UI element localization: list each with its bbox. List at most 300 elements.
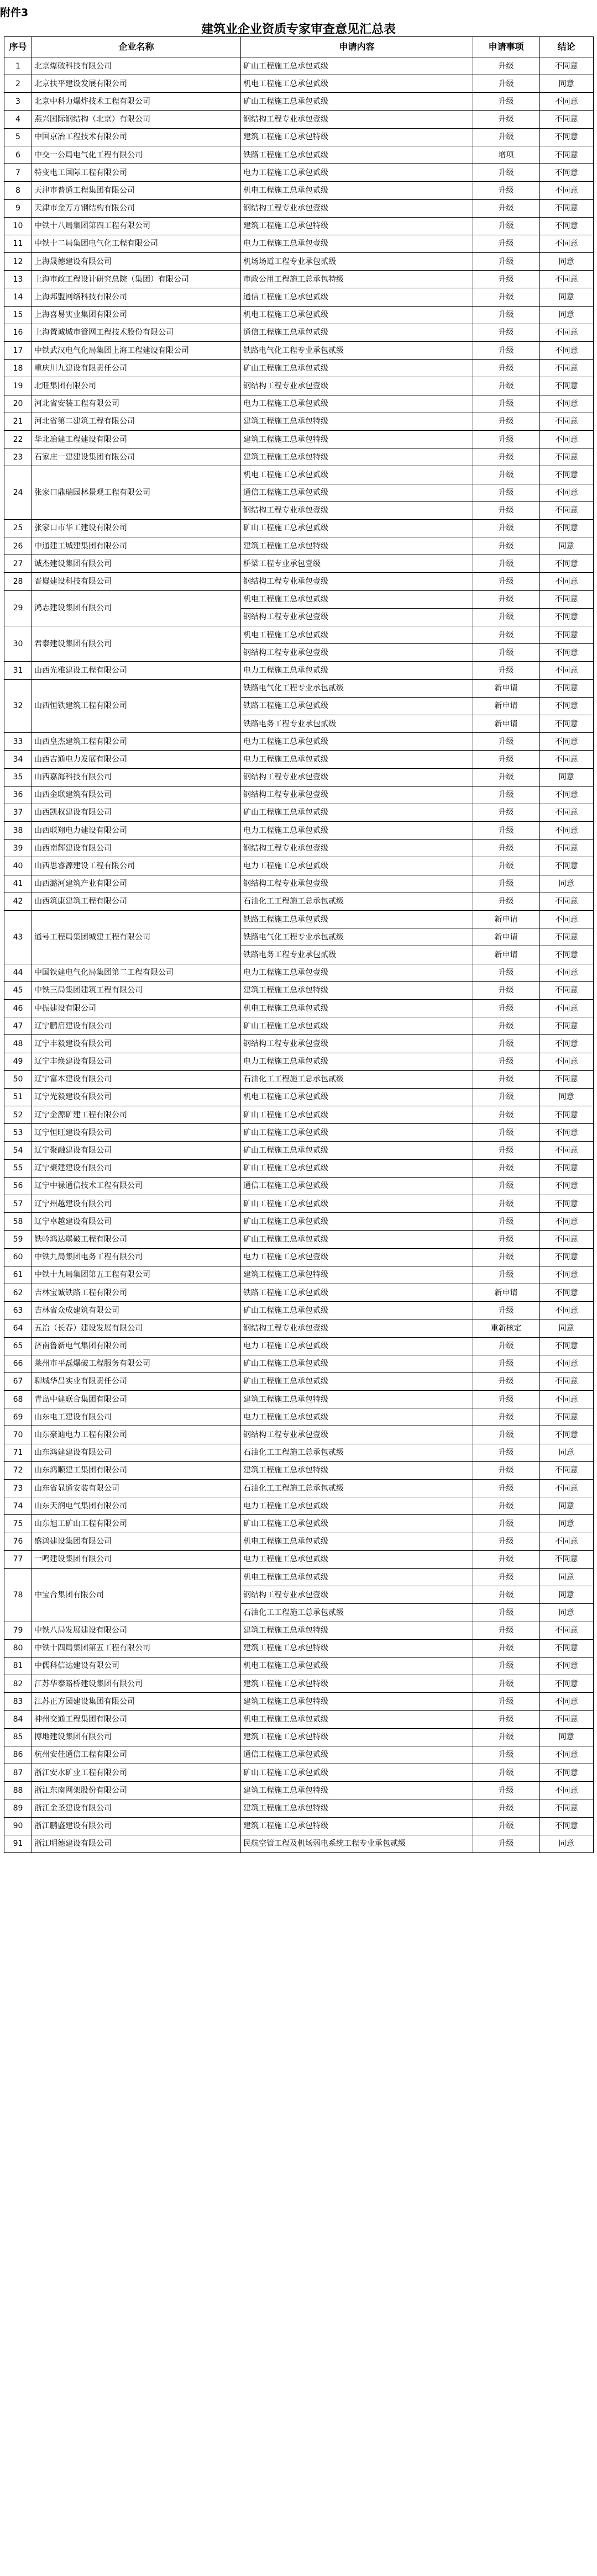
- cell-result: 不同意: [540, 1017, 594, 1035]
- cell-application-content: 机电工程施工总承包贰级: [241, 626, 473, 644]
- table-row: [4, 1337, 594, 1355]
- cell-company-name: 上海置诚城市管网工程技术股份有限公司: [32, 324, 241, 341]
- cell-application-type: 升级: [473, 110, 540, 128]
- table-row: [4, 626, 594, 644]
- cell-application-type: 升级: [473, 1817, 540, 1835]
- cell-application-content: 矿山工程施工总承包贰级: [241, 1195, 473, 1213]
- cell-application-type: 升级: [473, 93, 540, 110]
- cell-company-name: 山西南辉建设有限公司: [32, 840, 241, 857]
- cell-company-name: 辽宁金源矿建工程有限公司: [32, 1106, 241, 1124]
- cell-application-type: 升级: [473, 626, 540, 644]
- cell-seq: 47: [4, 1017, 32, 1035]
- cell-seq: 91: [4, 1835, 32, 1852]
- cell-company-name: 重庆川九建设有限责任公司: [32, 360, 241, 377]
- cell-company-name: 河北省安装工程有限公司: [32, 395, 241, 413]
- cell-application-type: 升级: [473, 1568, 540, 1586]
- cell-application-content: 电力工程施工总承包贰级: [241, 1550, 473, 1568]
- cell-seq: 15: [4, 306, 32, 324]
- cell-application-content: 矿山工程施工总承包贰级: [241, 1142, 473, 1159]
- table-row: [4, 57, 594, 75]
- cell-result: 不同意: [540, 1142, 594, 1159]
- cell-application-content: 机电工程施工总承包贰级: [241, 182, 473, 199]
- cell-company-name: 辽宁富本建设有限公司: [32, 1070, 241, 1088]
- cell-application-type: 升级: [473, 324, 540, 341]
- cell-result: 不同意: [540, 1355, 594, 1373]
- cell-application-type: 升级: [473, 875, 540, 893]
- cell-result: 同意: [540, 306, 594, 324]
- cell-company-name: 浙江东南网架股份有限公司: [32, 1782, 241, 1799]
- cell-result: 不同意: [540, 146, 594, 163]
- column-header-company: 企业名称: [32, 37, 241, 57]
- table-row: [4, 857, 594, 875]
- table-row: [4, 1711, 594, 1728]
- cell-seq: 18: [4, 360, 32, 377]
- cell-application-content: 钢结构工程专业承包壹级: [241, 1319, 473, 1337]
- cell-result: 不同意: [540, 1622, 594, 1639]
- cell-company-name: 中铁九局集团电务工程有限公司: [32, 1248, 241, 1266]
- cell-application-content: 建筑工程施工总承包特级: [241, 1693, 473, 1711]
- table-row: [4, 324, 594, 341]
- cell-application-type: 升级: [473, 1533, 540, 1550]
- table-row: [4, 235, 594, 252]
- cell-seq: 14: [4, 288, 32, 306]
- cell-application-content: 矿山工程施工总承包贰级: [241, 1017, 473, 1035]
- cell-application-type: 升级: [473, 840, 540, 857]
- cell-application-type: 升级: [473, 342, 540, 360]
- cell-seq: 7: [4, 164, 32, 182]
- cell-result: 不同意: [540, 981, 594, 999]
- cell-seq: 42: [4, 893, 32, 910]
- cell-application-content: 电力工程施工总承包贰级: [241, 1053, 473, 1070]
- table-row: [4, 1782, 594, 1799]
- cell-company-name: 辽宁恒旺建设有限公司: [32, 1124, 241, 1142]
- cell-seq: 5: [4, 128, 32, 146]
- cell-company-name: 山西光雅建设工程有限公司: [32, 662, 241, 679]
- cell-result: 不同意: [540, 1550, 594, 1568]
- table-row: [4, 999, 594, 1017]
- table-row: [4, 75, 594, 93]
- cell-company-name: 华北冶建工程建设有限公司: [32, 430, 241, 448]
- cell-company-name: 北京爆破科技有限公司: [32, 57, 241, 75]
- table-row: [4, 1373, 594, 1390]
- cell-application-content: 通信工程施工总承包贰级: [241, 288, 473, 306]
- cell-seq: 61: [4, 1266, 32, 1284]
- table-row: [4, 1746, 594, 1764]
- table-row: [4, 733, 594, 751]
- cell-seq: 84: [4, 1711, 32, 1728]
- cell-result: 不同意: [540, 751, 594, 768]
- cell-company-name: 神州交通工程集团有限公司: [32, 1711, 241, 1728]
- cell-application-type: 升级: [473, 377, 540, 395]
- table-row: [4, 1657, 594, 1675]
- cell-company-name: 上海喜易实业集团有限公司: [32, 306, 241, 324]
- cell-application-content: 建筑工程施工总承包特级: [241, 981, 473, 999]
- cell-application-content: 铁路电务工程专业承包贰级: [241, 946, 473, 964]
- cell-result: 不同意: [540, 430, 594, 448]
- cell-application-content: 通信工程施工总承包贰级: [241, 484, 473, 502]
- cell-application-type: 升级: [473, 1835, 540, 1852]
- cell-application-type: 升级: [473, 555, 540, 573]
- cell-application-type: 升级: [473, 1480, 540, 1497]
- cell-application-content: 电力工程施工总承包贰级: [241, 1408, 473, 1426]
- cell-application-content: 机电工程施工总承包贰级: [241, 1088, 473, 1106]
- table-body: [4, 57, 594, 1853]
- cell-seq: 69: [4, 1408, 32, 1426]
- cell-application-type: 升级: [473, 981, 540, 999]
- cell-result: 不同意: [540, 1693, 594, 1711]
- cell-result: 不同意: [540, 822, 594, 840]
- cell-seq: 21: [4, 413, 32, 430]
- table-row: [4, 786, 594, 804]
- cell-seq: 65: [4, 1337, 32, 1355]
- cell-application-content: 电力工程施工总承包贰级: [241, 733, 473, 751]
- cell-application-type: 升级: [473, 217, 540, 235]
- cell-application-type: 新申请: [473, 911, 540, 928]
- cell-application-content: 矿山工程施工总承包贰级: [241, 1373, 473, 1390]
- cell-application-content: 矿山工程施工总承包贰级: [241, 1159, 473, 1177]
- cell-application-content: 市政公用工程施工总承包特级: [241, 271, 473, 288]
- cell-seq: 13: [4, 271, 32, 288]
- cell-seq: 58: [4, 1213, 32, 1231]
- table-row: [4, 1568, 594, 1586]
- cell-application-type: 升级: [473, 1604, 540, 1622]
- cell-application-content: 建筑工程施工总承包特级: [241, 537, 473, 555]
- cell-application-type: 升级: [473, 1746, 540, 1764]
- table-row: [4, 1533, 594, 1550]
- cell-application-content: 钢结构工程专业承包壹级: [241, 1035, 473, 1053]
- column-header-seq: 序号: [4, 37, 32, 57]
- table-row: [4, 164, 594, 182]
- cell-application-content: 机电工程施工总承包贰级: [241, 466, 473, 484]
- cell-application-type: 升级: [473, 484, 540, 502]
- table-row: [4, 1728, 594, 1746]
- table-row: [4, 395, 594, 413]
- cell-application-type: 升级: [473, 804, 540, 821]
- cell-application-type: 升级: [473, 893, 540, 910]
- cell-application-type: 升级: [473, 57, 540, 75]
- cell-seq: 4: [4, 110, 32, 128]
- cell-result: 不同意: [540, 1373, 594, 1390]
- cell-application-content: 电力工程施工总承包贰级: [241, 662, 473, 679]
- cell-application-type: 升级: [473, 519, 540, 537]
- cell-company-name: 江苏正方园建设集团有限公司: [32, 1693, 241, 1711]
- cell-result: 不同意: [540, 893, 594, 910]
- cell-result: 不同意: [540, 840, 594, 857]
- cell-application-content: 建筑工程施工总承包特级: [241, 1622, 473, 1639]
- cell-company-name: 山西吉通电力发展有限公司: [32, 751, 241, 768]
- cell-seq: 46: [4, 999, 32, 1017]
- cell-application-content: 石油化工工程施工总承包贰级: [241, 893, 473, 910]
- table-row: [4, 1302, 594, 1319]
- cell-seq: 83: [4, 1693, 32, 1711]
- cell-application-type: 升级: [473, 1231, 540, 1248]
- table-row: [4, 1248, 594, 1266]
- cell-application-type: 新申请: [473, 715, 540, 732]
- cell-seq: 55: [4, 1159, 32, 1177]
- table-row: [4, 1835, 594, 1852]
- cell-seq: 26: [4, 537, 32, 555]
- cell-company-name: 山东省显通安装有限公司: [32, 1480, 241, 1497]
- cell-application-content: 矿山工程施工总承包贰级: [241, 1124, 473, 1142]
- table-row: [4, 1035, 594, 1053]
- cell-application-content: 钢结构工程专业承包壹级: [241, 1586, 473, 1604]
- cell-result: 不同意: [540, 733, 594, 751]
- cell-company-name: 中国京冶工程技术有限公司: [32, 128, 241, 146]
- cell-application-content: 铁路工程施工总承包贰级: [241, 697, 473, 715]
- cell-result: 不同意: [540, 1053, 594, 1070]
- cell-application-type: 升级: [473, 466, 540, 484]
- cell-seq: 50: [4, 1070, 32, 1088]
- cell-seq: 64: [4, 1319, 32, 1337]
- cell-company-name: 辽宁卓越建设有限公司: [32, 1213, 241, 1231]
- cell-company-name: 中铁十二局集团电气化工程有限公司: [32, 235, 241, 252]
- cell-application-content: 铁路工程施工总承包贰级: [241, 146, 473, 163]
- cell-application-type: 升级: [473, 751, 540, 768]
- cell-company-name: 吉林省众成建筑有限公司: [32, 1302, 241, 1319]
- cell-application-content: 机电工程施工总承包贰级: [241, 1711, 473, 1728]
- cell-application-type: 升级: [473, 1177, 540, 1195]
- cell-company-name: 辽宁丰毅建设有限公司: [32, 1035, 241, 1053]
- cell-application-type: 升级: [473, 1355, 540, 1373]
- cell-application-type: 升级: [473, 1586, 540, 1604]
- cell-application-content: 电力工程施工总承包贰级: [241, 751, 473, 768]
- cell-application-content: 建筑工程施工总承包特级: [241, 1728, 473, 1746]
- cell-application-type: 升级: [473, 537, 540, 555]
- table-row: [4, 768, 594, 786]
- cell-seq: 37: [4, 804, 32, 821]
- cell-application-type: 升级: [473, 1622, 540, 1639]
- table-row: [4, 893, 594, 910]
- table-row: [4, 679, 594, 697]
- cell-result: 不同意: [540, 484, 594, 502]
- cell-result: 不同意: [540, 786, 594, 804]
- cell-result: 同意: [540, 1515, 594, 1533]
- cell-result: 不同意: [540, 1284, 594, 1301]
- cell-company-name: 山东天润电气集团有限公司: [32, 1497, 241, 1515]
- cell-result: 不同意: [540, 555, 594, 573]
- cell-company-name: 五冶（长春）建设发展有限公司: [32, 1319, 241, 1337]
- cell-application-type: 升级: [473, 1426, 540, 1444]
- cell-application-type: 升级: [473, 1337, 540, 1355]
- cell-application-type: 升级: [473, 1213, 540, 1231]
- cell-application-content: 电力工程施工总承包贰级: [241, 857, 473, 875]
- cell-application-content: 钢结构工程专业承包壹级: [241, 502, 473, 519]
- cell-company-name: 上海邦盟网络科技有限公司: [32, 288, 241, 306]
- cell-company-name: 浙江明德建设有限公司: [32, 1835, 241, 1852]
- table-row: [4, 288, 594, 306]
- cell-company-name: 铁岭鸿达爆破工程有限公司: [32, 1231, 241, 1248]
- cell-seq: 11: [4, 235, 32, 252]
- cell-seq: 89: [4, 1799, 32, 1817]
- cell-seq: 88: [4, 1782, 32, 1799]
- cell-seq: 44: [4, 964, 32, 981]
- cell-company-name: 杭州安佳通信工程有限公司: [32, 1746, 241, 1764]
- cell-application-type: 升级: [473, 306, 540, 324]
- cell-seq: 56: [4, 1177, 32, 1195]
- cell-company-name: 中交一公局电气化工程有限公司: [32, 146, 241, 163]
- cell-result: 不同意: [540, 1337, 594, 1355]
- cell-application-content: 电力工程施工总承包贰级: [241, 1497, 473, 1515]
- column-header-type: 申请事项: [473, 37, 540, 57]
- cell-application-type: 升级: [473, 1782, 540, 1799]
- cell-application-content: 石油化工工程施工总承包贰级: [241, 1444, 473, 1461]
- cell-seq: 90: [4, 1817, 32, 1835]
- cell-application-content: 机电工程施工总承包贰级: [241, 306, 473, 324]
- cell-application-content: 钢结构工程专业承包壹级: [241, 199, 473, 217]
- cell-result: 不同意: [540, 1639, 594, 1657]
- cell-result: 不同意: [540, 857, 594, 875]
- cell-application-type: 升级: [473, 1142, 540, 1159]
- cell-application-type: 升级: [473, 1764, 540, 1782]
- cell-company-name: 张家口市华工建设有限公司: [32, 519, 241, 537]
- cell-application-content: 建筑工程施工总承包特级: [241, 1639, 473, 1657]
- cell-company-name: 一鸣建设集团有限公司: [32, 1550, 241, 1568]
- cell-application-content: 电力工程施工总承包贰级: [241, 395, 473, 413]
- cell-application-content: 通信工程施工总承包贰级: [241, 324, 473, 341]
- cell-result: 不同意: [540, 182, 594, 199]
- review-summary-table: [4, 36, 594, 1853]
- cell-company-name: 浙江安水矿业工程有限公司: [32, 1764, 241, 1782]
- cell-result: 同意: [540, 1586, 594, 1604]
- table-row: [4, 1622, 594, 1639]
- cell-result: 同意: [540, 288, 594, 306]
- cell-company-name: 山西潞河建筑产业有限公司: [32, 875, 241, 893]
- cell-company-name: 鸿志建设集团有限公司: [32, 590, 241, 626]
- cell-application-type: 升级: [473, 1248, 540, 1266]
- cell-result: 不同意: [540, 964, 594, 981]
- cell-company-name: 山西嘉海科技有限公司: [32, 768, 241, 786]
- cell-result: 不同意: [540, 1035, 594, 1053]
- cell-result: 不同意: [540, 324, 594, 341]
- cell-result: 不同意: [540, 697, 594, 715]
- cell-company-name: 中儒科信达建设有限公司: [32, 1657, 241, 1675]
- cell-application-content: 建筑工程施工总承包特级: [241, 1817, 473, 1835]
- cell-seq: 76: [4, 1533, 32, 1550]
- cell-seq: 2: [4, 75, 32, 93]
- table-row: [4, 1142, 594, 1159]
- table-row: [4, 590, 594, 608]
- cell-application-content: 机电工程施工总承包贰级: [241, 1657, 473, 1675]
- cell-result: 不同意: [540, 217, 594, 235]
- cell-company-name: 中铁十四局集团第五工程有限公司: [32, 1639, 241, 1657]
- cell-application-type: 升级: [473, 1017, 540, 1035]
- cell-application-type: 升级: [473, 448, 540, 466]
- cell-company-name: 辽宁鹏启建设有限公司: [32, 1017, 241, 1035]
- table-row: [4, 1515, 594, 1533]
- cell-seq: 29: [4, 590, 32, 626]
- cell-seq: 36: [4, 786, 32, 804]
- cell-application-content: 钢结构工程专业承包壹级: [241, 786, 473, 804]
- cell-result: 不同意: [540, 1248, 594, 1266]
- cell-company-name: 河北省第二建筑工程有限公司: [32, 413, 241, 430]
- cell-seq: 75: [4, 1515, 32, 1533]
- cell-application-type: 重新核定: [473, 1319, 540, 1337]
- cell-application-type: 升级: [473, 271, 540, 288]
- cell-result: 同意: [540, 1444, 594, 1461]
- cell-application-type: 升级: [473, 1550, 540, 1568]
- cell-result: 不同意: [540, 57, 594, 75]
- cell-application-content: 矿山工程施工总承包贰级: [241, 1213, 473, 1231]
- cell-company-name: 山西恒铁建筑工程有限公司: [32, 679, 241, 733]
- table-row: [4, 1355, 594, 1373]
- cell-application-content: 矿山工程施工总承包贰级: [241, 360, 473, 377]
- table-row: [4, 840, 594, 857]
- cell-company-name: 山西联翔电力建设有限公司: [32, 822, 241, 840]
- table-row: [4, 342, 594, 360]
- table-row: [4, 1480, 594, 1497]
- table-row: [4, 1070, 594, 1088]
- cell-result: 不同意: [540, 804, 594, 821]
- cell-result: 不同意: [540, 466, 594, 484]
- table-row: [4, 1088, 594, 1106]
- cell-company-name: 特变电工国际工程有限公司: [32, 164, 241, 182]
- cell-company-name: 上海市政工程设计研究总院（集团）有限公司: [32, 271, 241, 288]
- table-row: [4, 182, 594, 199]
- cell-seq: 30: [4, 626, 32, 662]
- cell-application-type: 新申请: [473, 679, 540, 697]
- cell-company-name: 吉林宝诚铁路工程有限公司: [32, 1284, 241, 1301]
- cell-application-content: 铁路电气化工程专业承包贰级: [241, 342, 473, 360]
- cell-application-type: 升级: [473, 1159, 540, 1177]
- cell-result: 不同意: [540, 1408, 594, 1426]
- cell-result: 不同意: [540, 911, 594, 928]
- table-row: [4, 911, 594, 928]
- cell-result: 同意: [540, 1088, 594, 1106]
- cell-seq: 82: [4, 1675, 32, 1693]
- table-row: [4, 1639, 594, 1657]
- cell-result: 不同意: [540, 93, 594, 110]
- table-row: [4, 1444, 594, 1461]
- cell-result: 不同意: [540, 644, 594, 662]
- cell-application-type: 新申请: [473, 928, 540, 946]
- cell-company-name: 天津市普通工程集团有限公司: [32, 182, 241, 199]
- cell-result: 不同意: [540, 413, 594, 430]
- table-row: [4, 555, 594, 573]
- cell-application-type: 升级: [473, 1391, 540, 1408]
- table-row: [4, 430, 594, 448]
- cell-application-type: 升级: [473, 608, 540, 626]
- cell-result: 不同意: [540, 271, 594, 288]
- cell-company-name: 中国铁建电气化局集团第二工程有限公司: [32, 964, 241, 981]
- cell-seq: 34: [4, 751, 32, 768]
- cell-application-content: 建筑工程施工总承包特级: [241, 430, 473, 448]
- cell-application-content: 钢结构工程专业承包壹级: [241, 875, 473, 893]
- cell-result: 不同意: [540, 1764, 594, 1782]
- cell-seq: 67: [4, 1373, 32, 1390]
- cell-result: 不同意: [540, 377, 594, 395]
- table-row: [4, 1408, 594, 1426]
- table-row: [4, 271, 594, 288]
- cell-result: 同意: [540, 1728, 594, 1746]
- cell-seq: 81: [4, 1657, 32, 1675]
- cell-application-type: 升级: [473, 75, 540, 93]
- cell-company-name: 中铁武汉电气化局集团上海工程建设有限公司: [32, 342, 241, 360]
- cell-result: 不同意: [540, 1799, 594, 1817]
- cell-seq: 43: [4, 911, 32, 964]
- column-header-content: 申请内容: [241, 37, 473, 57]
- cell-application-content: 建筑工程施工总承包特级: [241, 448, 473, 466]
- cell-application-type: 升级: [473, 360, 540, 377]
- cell-result: 不同意: [540, 1177, 594, 1195]
- cell-result: 同意: [540, 768, 594, 786]
- cell-company-name: 中宝合集团有限公司: [32, 1568, 241, 1622]
- cell-seq: 1: [4, 57, 32, 75]
- cell-application-content: 钢结构工程专业承包壹级: [241, 608, 473, 626]
- cell-application-type: 升级: [473, 786, 540, 804]
- cell-seq: 71: [4, 1444, 32, 1461]
- cell-seq: 35: [4, 768, 32, 786]
- cell-company-name: 山西金联建筑有限公司: [32, 786, 241, 804]
